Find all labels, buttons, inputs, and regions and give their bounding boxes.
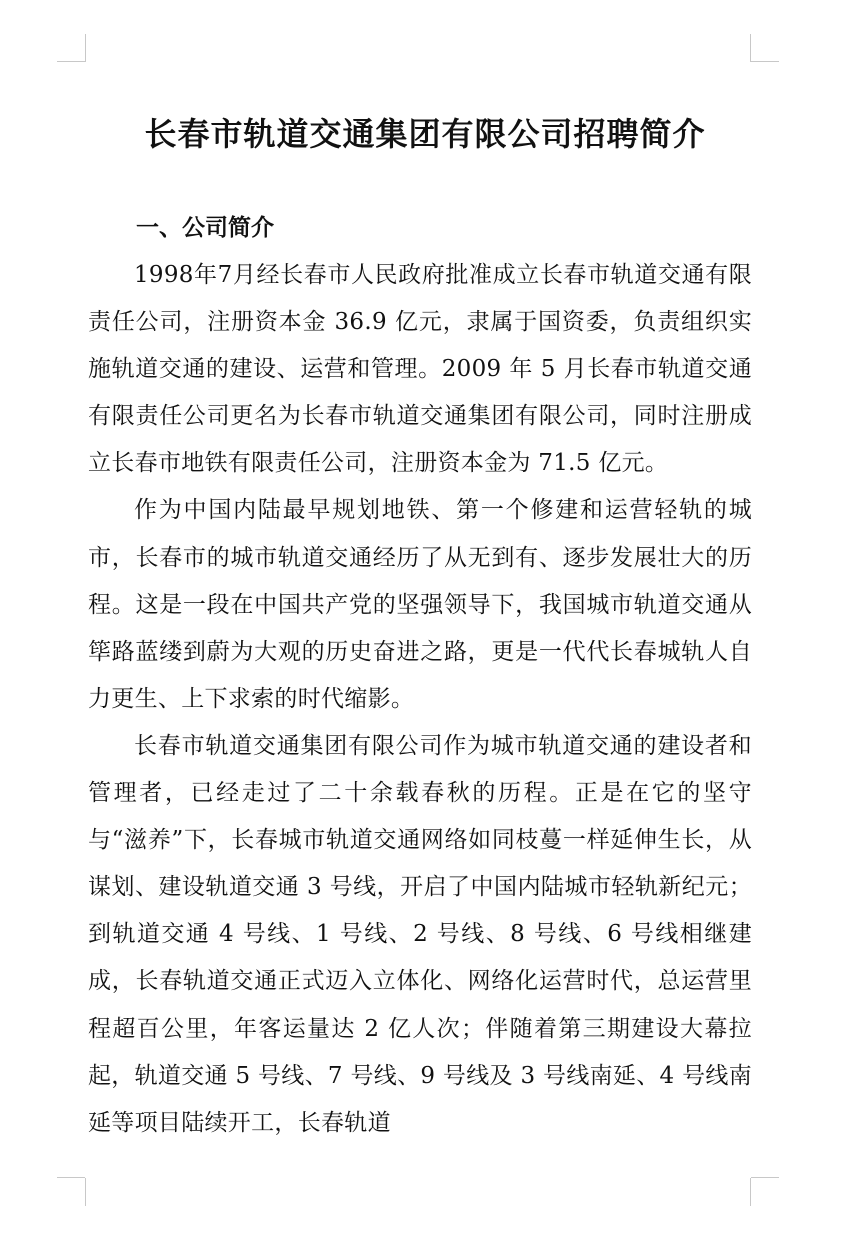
paragraph-1: 1998年7月经长春市人民政府批准成立长春市轨道交通有限责任公司，注册资本金 36.9 亿元，隶属于国资委，负责组织实施轨道交通的建设、运营和管理。2009 年 5 月长春市轨道交通有限责任公司更名为长春市轨道交通集团有限公司，同时注册成立长春市地铁有限责任公司，注册资本金为 71.5 亿元。 [88, 262, 752, 477]
crop-mark-bottom-right-v [750, 1178, 751, 1206]
body-text [88, 252, 752, 1147]
section-heading: 一、公司简介 [136, 215, 274, 241]
crop-mark-top-right-v [750, 34, 751, 62]
crop-mark-top-left-h [57, 61, 85, 62]
paragraph-3: 长春市轨道交通集团有限公司作为城市轨道交通的建设者和管理者，已经走过了二十余载春秋的历程。正是在它的坚守与“滋养”下，长春城市轨道交通网络如同枝蔓一样延伸生长，从谋划、建设轨道交通 3 号线，开启了中国内陆城市轻轨新纪元；到轨道交通 4 号线、1 号线、2 号线、8 号线、6 号线相继建成，长春轨道交通正式迈入立体化、网络化运营时代，总运营里程超百公里，年客运量达 2 亿人次；伴随着第三期建设大幕拉起，轨道交通 5 号线、7 号线、9 号线及 3 号线南延、4 号线南延等项目陆续开工，长春轨道 [88, 732, 752, 1136]
crop-mark-bottom-left-h [57, 1177, 85, 1178]
crop-mark-bottom-left-v [85, 1178, 86, 1206]
crop-mark-top-right-h [751, 61, 779, 62]
document-title: 长春市轨道交通集团有限公司招聘简介 [144, 115, 706, 153]
paragraph-2: 作为中国内陆最早规划地铁、第一个修建和运营轻轨的城市，长春市的城市轨道交通经历了从无到有、逐步发展壮大的历程。这是一段在中国共产党的坚强领导下，我国城市轨道交通从筚路蓝缕到蔚为大观的历史奋进之路，更是一代代长春城轨人自力更生、上下求索的时代缩影。 [88, 497, 752, 712]
crop-mark-bottom-right-h [751, 1177, 779, 1178]
crop-mark-top-left-v [85, 34, 86, 62]
